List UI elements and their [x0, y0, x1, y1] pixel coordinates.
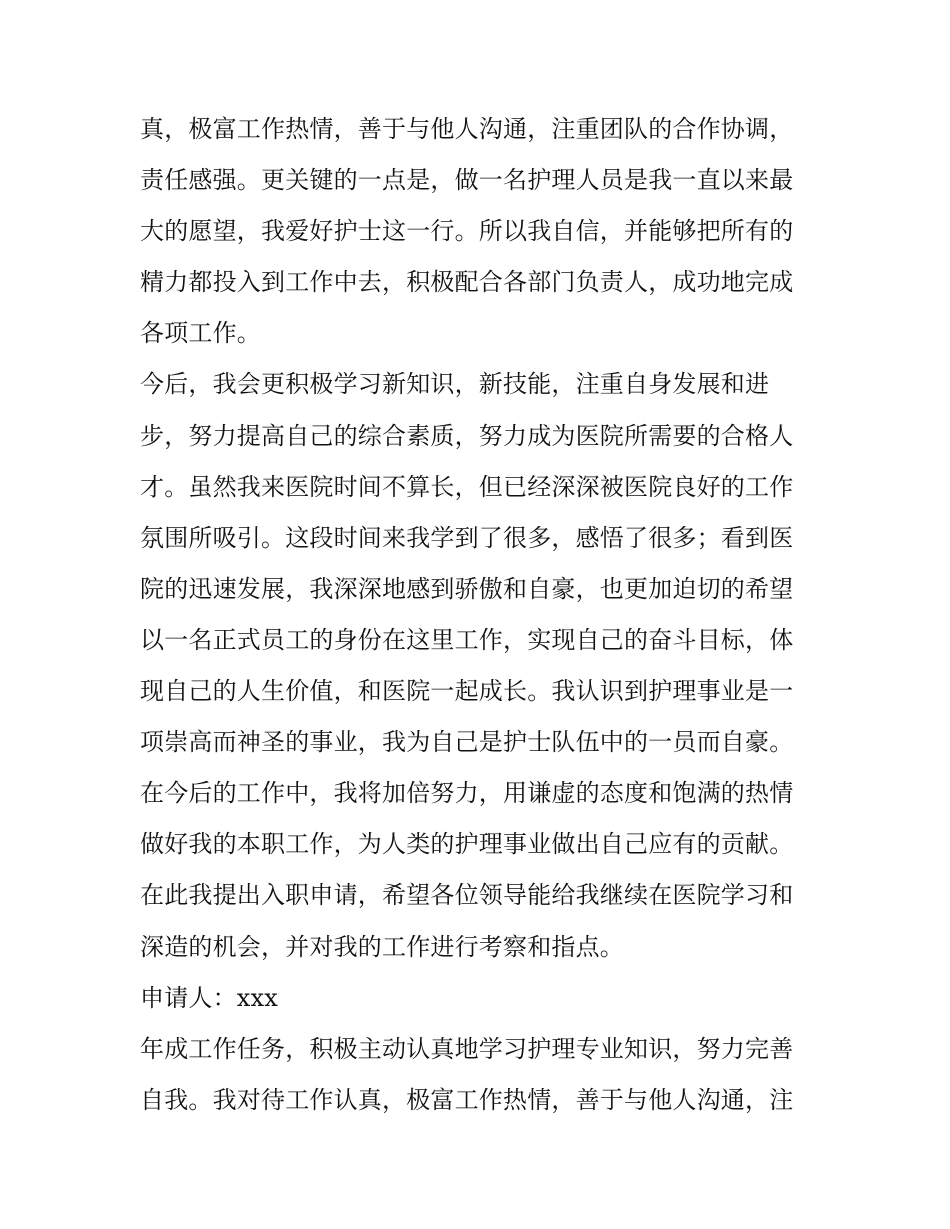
text-line: 今后，我会更积极学习新知识，新技能，注重自身发展和进 [140, 370, 770, 399]
body-text [140, 104, 830, 1126]
text-line: 现自己的人生价值，和医院一起成长。我认识到护理事业是一 [140, 677, 794, 706]
text-line: 自我。我对待工作认真，极富工作热情，善于与他人沟通，注 [140, 1085, 794, 1114]
text-line: 大的愿望，我爱好护士这一行。所以我自信，并能够把所有的 [140, 217, 794, 246]
text-line: 年成工作任务，积极主动认真地学习护理专业知识，努力完善 [140, 1034, 794, 1063]
text-line: 做好我的本职工作，为人类的护理事业做出自己应有的贡献。 [140, 830, 794, 859]
text-line: 步，努力提高自己的综合素质，努力成为医院所需要的合格人 [140, 421, 794, 450]
signature-line: 申请人：xxx [140, 983, 279, 1012]
text-line: 在今后的工作中，我将加倍努力，用谦虚的态度和饱满的热情 [140, 779, 794, 808]
text-line: 真，极富工作热情，善于与他人沟通，注重团队的合作协调， [140, 115, 794, 143]
text-line: 在此我提出入职申请，希望各位领导能给我继续在医院学习和 [140, 881, 794, 910]
text-line: 精力都投入到工作中去，积极配合各部门负责人，成功地完成 [140, 268, 794, 297]
text-line: 院的迅速发展，我深深地感到骄傲和自豪，也更加迫切的希望 [140, 574, 794, 603]
text-line: 以一名正式员工的身份在这里工作，实现自己的奋斗目标，体 [140, 625, 794, 654]
text-line: 各项工作。 [140, 319, 261, 348]
text-line: 氛围所吸引。这段时间来我学到了很多，感悟了很多；看到医 [140, 523, 794, 552]
text-line: 深造的机会，并对我的工作进行考察和指点。 [140, 932, 624, 961]
text-line: 项崇高而神圣的事业，我为自己是护士队伍中的一员而自豪。 [140, 728, 794, 757]
text-line: 责任感强。更关键的一点是，做一名护理人员是我一直以来最 [140, 166, 794, 195]
text-line: 才。虽然我来医院时间不算长，但已经深深被医院良好的工作 [140, 472, 794, 501]
